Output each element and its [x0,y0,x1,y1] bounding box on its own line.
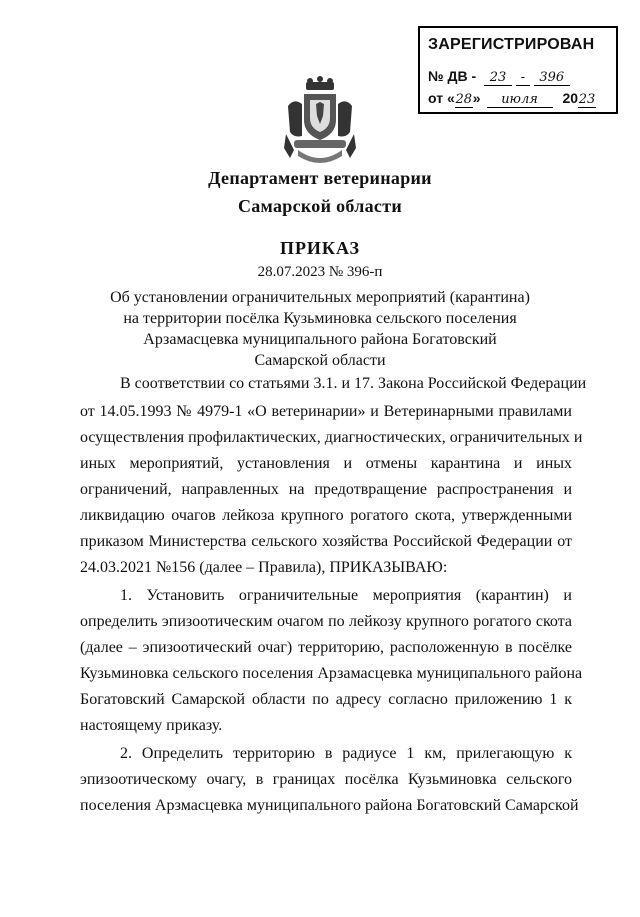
body-text-line: (далее – эпизоотический очаг) территорию, расположенную в посёлке [80,639,572,656]
stamp-number-part2: 396 [534,71,570,86]
body-text-line: осуществления профилактических, диагностических, ограничительных и [80,429,583,446]
stamp-number-part1: 23 [484,71,512,86]
body-text-line: 24.03.2021 №156 (далее – Правила), ПРИКАЗЫВАЮ: [80,559,448,576]
order-subject-line: на территории посёлка Кузьминовка сельского поселения [123,310,517,327]
stamp-number-prefix: № ДВ - [428,68,477,84]
order-title: ПРИКАЗ [279,238,361,258]
body-text-line: от 14.05.1993 № 4979-1 «О ветеринарии» и Ветеринарными правилами [80,403,572,420]
body-text-line: эпизоотическому очагу, в границах посёлка Кузьминовка сельского [80,771,572,788]
body-text-line: Богатовский Самарской области по адресу согласно приложению 1 к [80,691,572,708]
stamp-date-prefix: от « [428,90,455,106]
body-text-line: настоящему приказу. [80,717,223,734]
body-text-line: 1. Установить ограничительные мероприятия (карантин) и [120,587,572,604]
stamp-title: ЗАРЕГИСТРИРОВАН [428,36,595,53]
body-text-line: приказом Министерства сельского хозяйства Российской Федерации от [80,533,572,550]
order-subject-line: Об установлении ограничительных мероприятий (карантина) [110,289,530,306]
body-text-line: Кузьминовка сельского поселения Арзамасцевка муниципального района [80,665,583,682]
body-text-line: ликвидацию очагов лейкоза крупного рогатого скота, утвержденными [80,507,572,524]
order-subject-line: Самарской области [254,352,386,369]
department-name-line2: Самарской области [237,196,403,216]
samara-coat-of-arms-icon [280,76,360,168]
body-text-line: иных мероприятий, установления и отмены карантина и иных [80,455,572,472]
stamp-month: июля [487,93,553,108]
order-number: 28.07.2023 № 396-п [257,264,383,280]
stamp-number-separator: - [516,71,530,86]
body-text-line: определить эпизоотическим очагом по лейкозу крупного рогатого скота [80,613,572,630]
registration-stamp [418,26,618,114]
department-name-line1: Департамент ветеринарии [208,168,432,188]
stamp-number-row [428,68,570,86]
order-subject-line: Арзамасцевка муниципального района Богатовский [143,331,497,348]
stamp-date-row [428,90,596,108]
stamp-year-prefix: 20 [562,90,579,106]
stamp-date-mid: » [472,90,481,106]
stamp-year-suffix: 23 [578,92,596,107]
body-text-line: поселения Арзмасцевка муниципального района Богатовский Самарской [80,797,579,814]
body-text-line: ограничений, направленных на предотвращение распространения и [80,481,572,498]
body-text-line: 2. Определить территорию в радиусе 1 км, прилегающую к [120,745,572,762]
body-text-line: В соответствии со статьями 3.1. и 17. Закона Российской Федерации [120,375,587,392]
stamp-day: 28 [455,92,473,107]
